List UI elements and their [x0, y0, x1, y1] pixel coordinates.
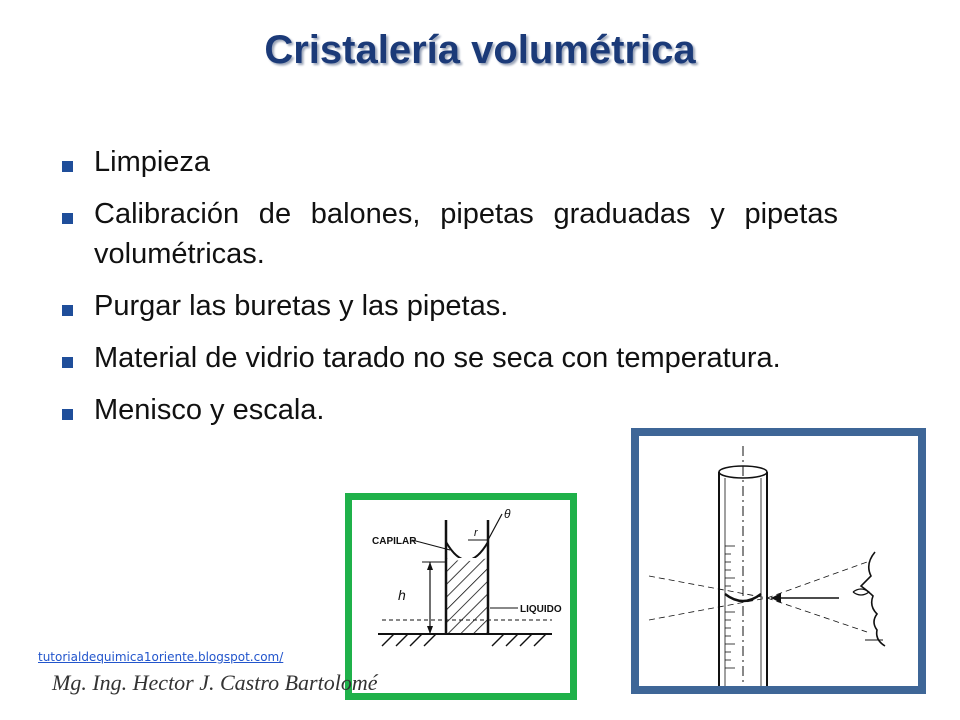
bullet-text: Limpieza	[94, 146, 211, 178]
bullet-text: Material de vidrio tarado no se seca con temperatura.	[94, 342, 781, 374]
bullet-item	[58, 142, 838, 182]
square-bullet-icon	[62, 357, 73, 368]
bullet-text: Menisco y escala.	[94, 394, 325, 426]
source-link[interactable]: tutorialdequimica1oriente.blogspot.com/	[38, 650, 284, 664]
slide-title: Cristalería volumétrica	[264, 28, 696, 72]
bullet-item	[58, 286, 838, 326]
square-bullet-icon	[62, 161, 73, 172]
bullet-item	[58, 194, 838, 274]
bullet-item	[58, 338, 838, 378]
square-bullet-icon	[62, 213, 73, 224]
height-label: h	[398, 587, 406, 603]
capillary-diagram	[345, 493, 577, 700]
square-bullet-icon	[62, 305, 73, 316]
radius-label: r	[474, 527, 478, 539]
theta-label: θ	[504, 507, 511, 521]
bullet-item	[58, 390, 838, 430]
bullet-text: Purgar las buretas y las pipetas.	[94, 290, 509, 322]
capillary-drawing	[352, 500, 570, 693]
bullet-text: Calibración de balones, pipetas graduadas y pipetas volumétricas.	[94, 198, 838, 270]
capilar-label: CAPILAR	[372, 536, 417, 547]
bullet-list	[58, 142, 838, 442]
meniscus-drawing	[639, 436, 918, 686]
square-bullet-icon	[62, 409, 73, 420]
author-signature: Mg. Ing. Hector J. Castro Bartolomé	[52, 670, 378, 695]
liquido-label: LIQUIDO	[520, 604, 562, 615]
meniscus-reading-diagram	[631, 428, 926, 694]
